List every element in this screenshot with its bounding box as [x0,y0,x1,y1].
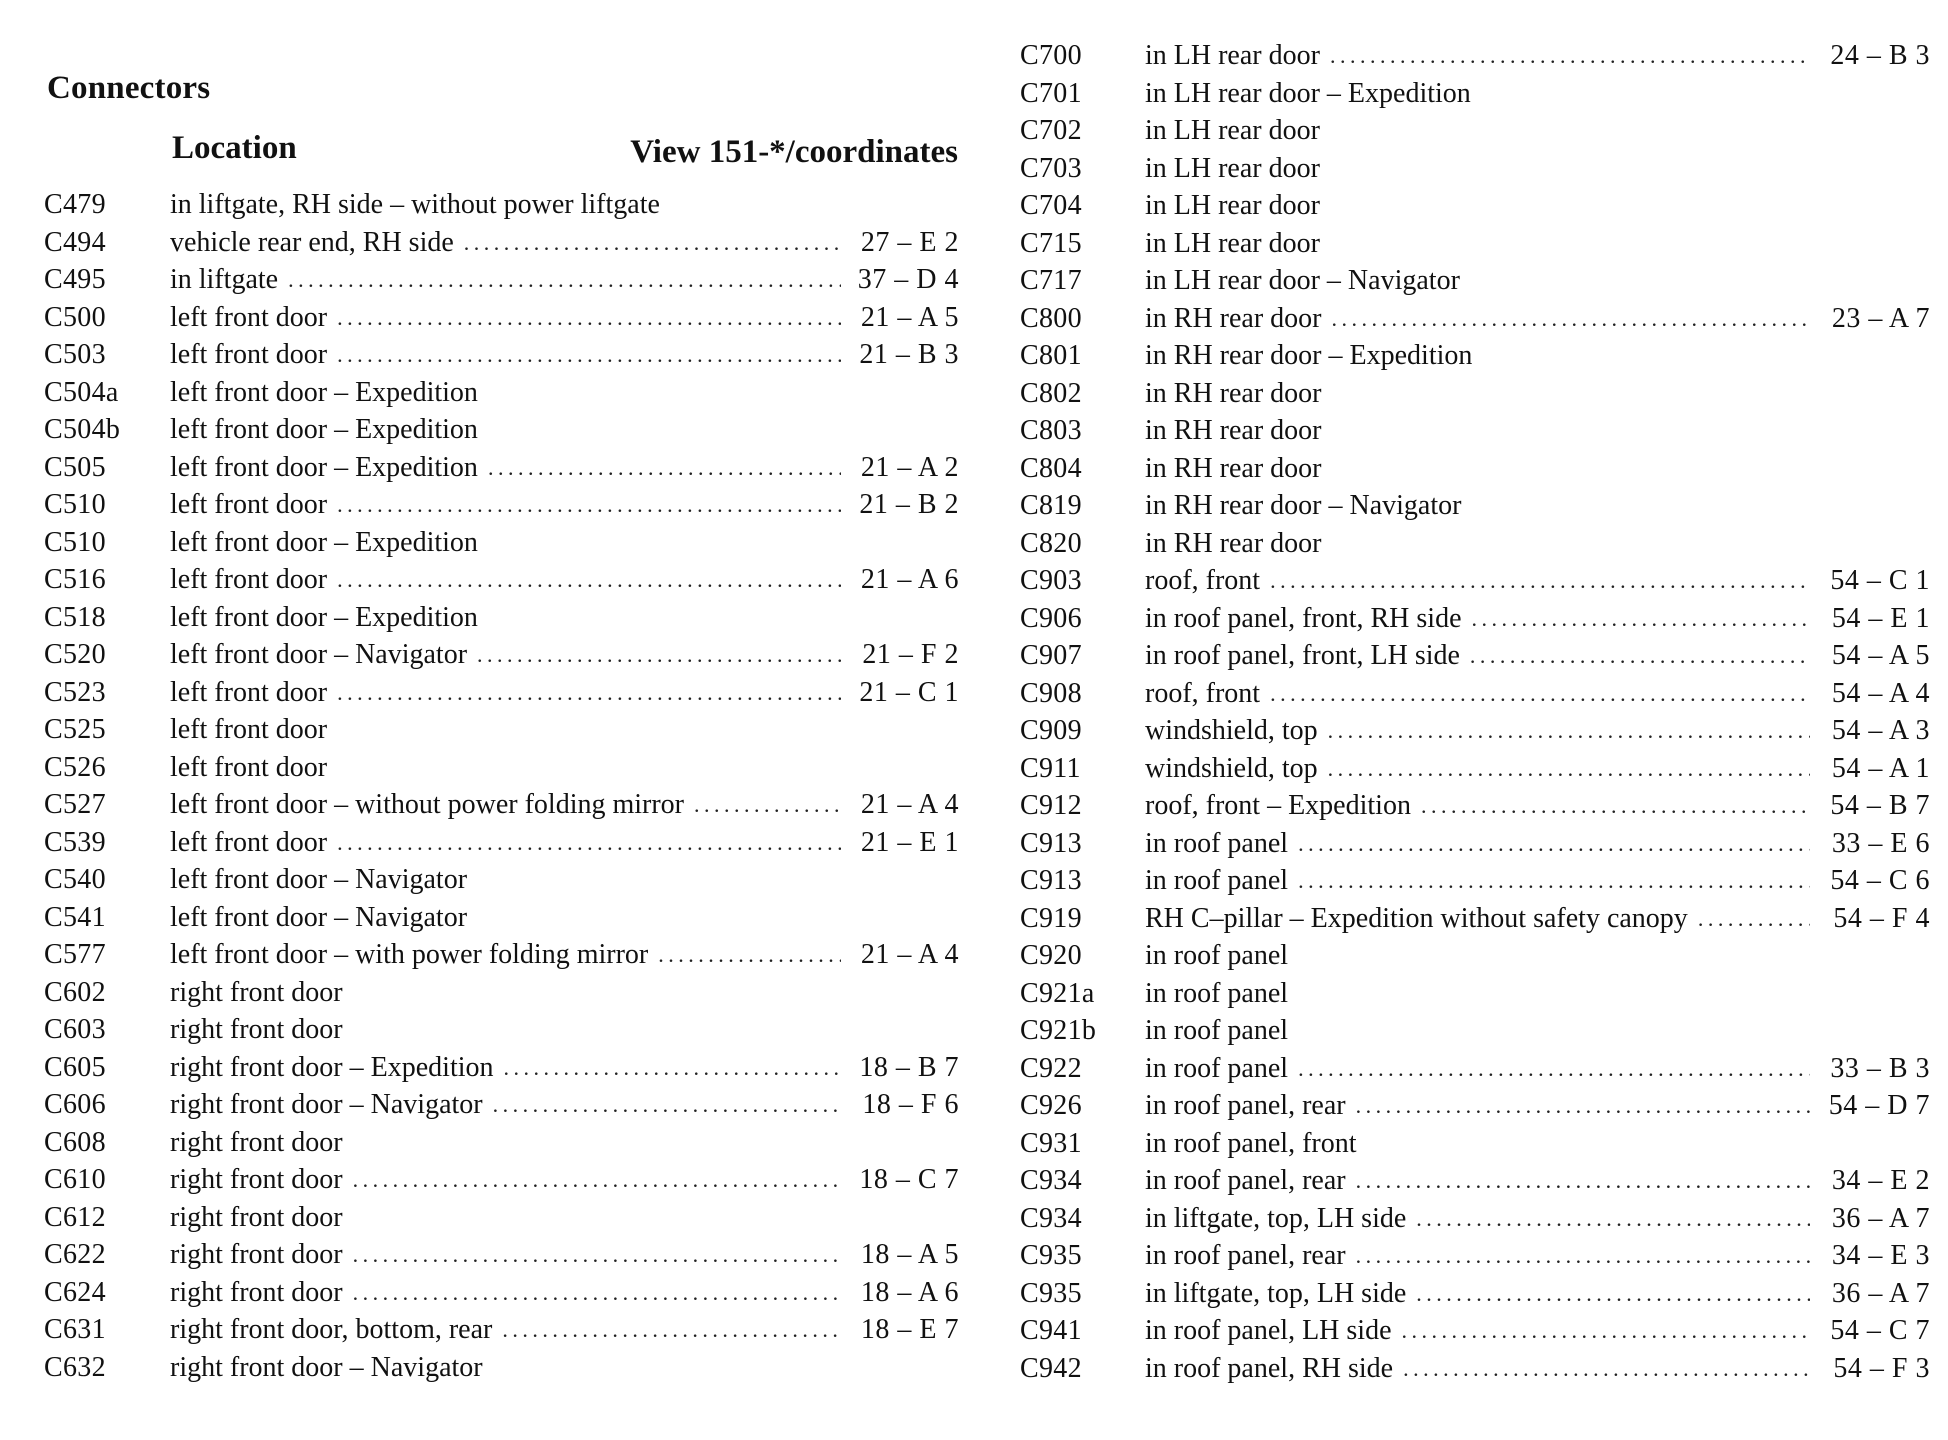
connector-location: windshield, top [1145,715,1318,746]
dot-leader [288,261,841,299]
connector-row [44,1349,959,1387]
connector-row [1020,825,1930,863]
connector-location: right front door [170,1126,343,1158]
connector-id: C935 [1020,1240,1082,1271]
connector-id: C500 [44,301,106,333]
view-coordinate: 54 – C 6 [1830,865,1930,896]
connector-row [1020,787,1930,825]
connector-location: in LH rear door [1145,190,1320,221]
connector-row [1020,75,1930,113]
connector-id: C820 [1020,527,1082,559]
connector-location: in RH rear door [1145,377,1322,409]
dot-leader [488,449,841,487]
connector-id: C913 [1020,827,1082,859]
connector-location: left front door – Navigator [170,901,468,933]
connector-id: C931 [1020,1127,1082,1159]
dot-leader [353,1274,841,1312]
connector-id: C494 [44,226,106,258]
view-coordinate: 18 – A 5 [860,1239,959,1270]
connector-location: in roof panel, front, RH side [1145,602,1462,634]
connector-id: C941 [1020,1315,1082,1346]
connector-id: C911 [1020,752,1081,784]
connector-row [1020,600,1930,638]
view-coordinate: 54 – A 3 [1831,715,1930,746]
view-coordinate: 33 – B 3 [1830,1052,1930,1084]
connector-location: in LH rear door – Navigator [1145,265,1460,296]
dot-leader [1356,1087,1810,1125]
connector-row [44,486,959,524]
connector-id: C527 [44,789,106,820]
view-coordinate: 23 – A 7 [1831,302,1930,334]
connector-id: C906 [1020,602,1082,634]
connector-location: in roof panel, LH side [1145,1315,1392,1346]
connector-id: C934 [1020,1202,1082,1234]
view-coordinate: 18 – E 7 [860,1314,959,1345]
connector-location: in liftgate, top, LH side [1145,1277,1407,1309]
connector-id: C903 [1020,565,1082,596]
connector-id: C920 [1020,940,1082,971]
view-coordinate: 34 – E 2 [1831,1165,1930,1196]
connector-row [44,749,959,787]
connector-row [44,186,959,224]
connector-location: in roof panel, rear [1145,1090,1346,1121]
dot-leader [1416,1200,1810,1238]
connector-row [44,261,959,299]
connector-location: vehicle rear end, RH side [170,226,454,258]
connector-location: left front door – Expedition [170,414,478,445]
view-coordinate: 54 – C 1 [1830,565,1930,596]
connector-row [44,824,959,862]
connector-location: in liftgate, RH side – without power liftgate [170,189,660,220]
connector-row [1020,975,1930,1013]
connector-id: C605 [44,1051,106,1083]
connector-row [1020,900,1930,938]
connector-id: C504a [44,376,119,408]
connector-location: left front door [170,826,328,858]
connector-id: C704 [1020,190,1082,221]
connector-row [1020,1350,1930,1388]
connector-row [1020,562,1930,600]
connector-id: C526 [44,751,106,783]
connector-location: in roof panel [1145,940,1289,971]
dot-leader [337,824,841,862]
connector-id: C516 [44,564,106,595]
dot-leader [694,786,841,824]
connector-location: roof, front [1145,565,1261,596]
connector-id: C520 [44,639,106,670]
connector-location: in RH rear door [1145,527,1322,559]
connector-id: C921a [1020,977,1095,1009]
right-connector-list [1020,37,1930,1387]
connector-location: left front door – Expedition [170,526,478,558]
connector-id: C935 [1020,1277,1082,1309]
view-coordinate: 36 – A 7 [1831,1202,1930,1234]
connector-row [44,1124,959,1162]
connector-row [1020,862,1930,900]
connector-id: C801 [1020,340,1082,371]
connector-row [44,974,959,1012]
view-coordinate: 21 – A 4 [860,939,959,970]
connector-id: C504b [44,414,121,445]
view-coordinate: 54 – A 5 [1831,640,1930,671]
connector-location: roof, front – Expedition [1145,790,1411,821]
connector-location: right front door – Expedition [170,1051,494,1083]
dot-leader [1356,1162,1810,1200]
connector-id: C510 [44,489,106,520]
view-coordinate: 54 – F 3 [1833,1352,1930,1384]
dot-leader [337,561,841,599]
connector-id: C922 [1020,1052,1082,1084]
connector-row [44,561,959,599]
connector-location: right front door [170,1276,343,1308]
connector-row [1020,1312,1930,1350]
connector-id: C510 [44,526,106,558]
connector-location: in RH rear door – Navigator [1145,490,1462,521]
view-coordinate: 54 – A 1 [1831,752,1930,784]
connector-row [1020,187,1930,225]
view-coordinate: 21 – A 5 [860,301,959,333]
connector-row [1020,262,1930,300]
connector-id: C907 [1020,640,1082,671]
connector-id: C518 [44,601,106,633]
connector-id: C908 [1020,677,1082,709]
connector-id: C624 [44,1276,106,1308]
connector-row [44,449,959,487]
connector-location: in roof panel [1145,1015,1289,1046]
connector-id: C632 [44,1351,106,1383]
connector-id: C913 [1020,865,1082,896]
connector-location: left front door – Expedition [170,601,478,633]
dot-leader [353,1161,841,1199]
dot-leader [1328,750,1810,788]
dot-leader [1330,37,1810,75]
connector-location: right front door – Navigator [170,1089,483,1120]
connector-id: C802 [1020,377,1082,409]
connector-row [44,1049,959,1087]
connector-id: C577 [44,939,106,970]
dot-leader [1472,600,1811,638]
connector-location: in roof panel [1145,977,1289,1009]
connector-location: right front door – Navigator [170,1351,483,1383]
connector-id: C926 [1020,1090,1082,1121]
connector-location: left front door [170,301,328,333]
view-coordinate: 21 – B 2 [859,489,959,520]
dot-leader [353,1236,841,1274]
connector-row [1020,112,1930,150]
view-coordinate: 54 – F 4 [1833,902,1930,934]
connector-id: C540 [44,864,106,895]
connector-row [1020,1275,1930,1313]
view-coordinate: 54 – C 7 [1830,1315,1930,1346]
connector-location: left front door [170,339,328,370]
connector-id: C622 [44,1239,106,1270]
connector-id: C912 [1020,790,1082,821]
connector-row [1020,1237,1930,1275]
dot-leader [1416,1275,1810,1313]
dot-leader [1298,1050,1810,1088]
dot-leader [477,636,841,674]
connector-id: C606 [44,1089,106,1120]
connector-location: in RH rear door [1145,452,1322,484]
connector-id: C715 [1020,227,1082,259]
view-coordinate: 54 – B 7 [1830,790,1930,821]
connector-id: C631 [44,1314,106,1345]
connector-location: in roof panel, front [1145,1127,1357,1159]
section-title: Connectors [47,70,211,106]
connector-location: in RH rear door [1145,302,1322,334]
connector-id: C717 [1020,265,1082,296]
connector-id: C505 [44,451,106,483]
connector-location: left front door – Expedition [170,376,478,408]
connector-location: in roof panel [1145,865,1289,896]
connector-row [1020,1050,1930,1088]
connector-row [44,711,959,749]
connector-location: in roof panel, rear [1145,1165,1346,1196]
dot-leader [1402,1312,1811,1350]
connector-location: right front door [170,1164,343,1195]
connector-location: in LH rear door – Expedition [1145,77,1471,109]
connector-id: C701 [1020,77,1082,109]
connector-location: in RH rear door – Expedition [1145,340,1473,371]
connector-location: in LH rear door [1145,227,1320,259]
connector-row [44,674,959,712]
connector-row [1020,1125,1930,1163]
connector-id: C702 [1020,115,1082,146]
connector-row [1020,487,1930,525]
location-column-header: Location [172,130,297,166]
connector-location: in liftgate [170,264,279,295]
connector-id: C803 [1020,415,1082,446]
connector-location: in roof panel [1145,827,1289,859]
connector-row [44,936,959,974]
view-coordinate: 21 – A 4 [860,789,959,820]
dot-leader [337,336,841,374]
connector-location: roof, front [1145,677,1261,709]
connector-row [1020,525,1930,563]
connector-id: C612 [44,1201,106,1233]
connector-id: C541 [44,901,106,933]
view-coordinate: 34 – E 3 [1831,1240,1930,1271]
connector-row [1020,375,1930,413]
connector-id: C602 [44,976,106,1008]
connector-row [44,1199,959,1237]
connector-id: C525 [44,714,106,745]
connector-row [1020,1162,1930,1200]
connector-location: right front door [170,976,343,1008]
connector-location: left front door – with power folding mirror [170,939,649,970]
connector-row [44,1236,959,1274]
connector-row [1020,750,1930,788]
dot-leader [1298,825,1810,863]
view-coordinate: 18 – B 7 [859,1051,959,1083]
connector-row [1020,637,1930,675]
dot-leader [1328,712,1810,750]
connector-row [1020,1200,1930,1238]
connector-location: right front door [170,1014,343,1045]
view-coordinate: 36 – A 7 [1831,1277,1930,1309]
dot-leader [464,224,841,262]
connector-id: C503 [44,339,106,370]
connector-row [44,861,959,899]
connector-id: C703 [1020,152,1082,184]
connector-id: C800 [1020,302,1082,334]
connector-row [44,1274,959,1312]
connector-row [1020,1012,1930,1050]
connector-location: in roof panel [1145,1052,1289,1084]
view-coordinate: 54 – A 4 [1831,677,1930,709]
view-coordinate: 37 – D 4 [857,264,959,295]
view-coordinate: 18 – A 6 [860,1276,959,1308]
connector-row [44,636,959,674]
dot-leader [502,1311,841,1349]
dot-leader [337,299,841,337]
connector-row [44,1161,959,1199]
connector-row [1020,150,1930,188]
connector-id: C934 [1020,1165,1082,1196]
view-coordinate: 21 – E 1 [860,826,959,858]
connector-id: C603 [44,1014,106,1045]
view-coordinate: 54 – D 7 [1828,1090,1930,1121]
connector-id: C942 [1020,1352,1082,1384]
connector-location: RH C–pillar – Expedition without safety canopy [1145,902,1688,934]
dot-leader [1298,862,1810,900]
dot-leader [1270,562,1810,600]
dot-leader [337,674,841,712]
connector-id: C819 [1020,490,1082,521]
view-coordinate: 21 – B 3 [859,339,959,370]
connector-location: left front door [170,751,328,783]
dot-leader [1270,675,1810,713]
dot-leader [1356,1237,1810,1275]
connector-row [44,524,959,562]
connector-location: in LH rear door [1145,115,1320,146]
dot-leader [1403,1350,1810,1388]
connector-id: C700 [1020,40,1082,71]
view-coordinate: 21 – A 2 [860,451,959,483]
connector-location: left front door – without power folding mirror [170,789,685,820]
connector-row [44,1311,959,1349]
connector-location: in RH rear door [1145,415,1322,446]
connector-row [1020,937,1930,975]
dot-leader [658,936,841,974]
connector-row [44,899,959,937]
connector-row [44,336,959,374]
connector-row [1020,675,1930,713]
view-coordinate: 18 – F 6 [862,1089,959,1120]
connector-row [44,599,959,637]
connector-row [44,1086,959,1124]
view-coordinate: 21 – A 6 [860,564,959,595]
connector-location: left front door – Navigator [170,864,468,895]
connector-location: in roof panel, front, LH side [1145,640,1460,671]
connector-id: C610 [44,1164,106,1195]
dot-leader [337,486,841,524]
connector-location: in roof panel, rear [1145,1240,1346,1271]
connector-row [44,374,959,412]
connector-id: C909 [1020,715,1082,746]
left-connector-list [44,186,959,1386]
connector-location: right front door, bottom, rear [170,1314,493,1345]
connector-id: C479 [44,189,106,220]
connector-id: C539 [44,826,106,858]
connector-location: right front door [170,1239,343,1270]
connector-id: C608 [44,1126,106,1158]
connector-location: in roof panel, RH side [1145,1352,1394,1384]
connector-row [1020,1087,1930,1125]
view-coordinate: 21 – F 2 [862,639,959,670]
connector-row [44,299,959,337]
view-coordinates-column-header: View 151-*/coordinates [630,134,958,170]
connector-id: C919 [1020,902,1082,934]
connector-location: right front door [170,1201,343,1233]
view-coordinate: 21 – C 1 [859,676,959,708]
connector-location: left front door [170,564,328,595]
connector-row [44,786,959,824]
connector-location: left front door [170,489,328,520]
connector-location: in liftgate, top, LH side [1145,1202,1407,1234]
connector-row [44,1011,959,1049]
dot-leader [1470,637,1810,675]
dot-leader [1421,787,1810,825]
dot-leader [1332,300,1810,338]
connector-id: C495 [44,264,106,295]
connector-location: in LH rear door [1145,152,1320,184]
connector-location: windshield, top [1145,752,1318,784]
connector-row [44,224,959,262]
connector-location: left front door [170,714,328,745]
connector-row [1020,712,1930,750]
connector-id: C921b [1020,1015,1097,1046]
connector-row [1020,37,1930,75]
dot-leader [1698,900,1810,938]
connector-row [1020,337,1930,375]
view-coordinate: 54 – E 1 [1831,602,1930,634]
connector-id: C523 [44,676,106,708]
connector-row [1020,450,1930,488]
connector-row [1020,412,1930,450]
view-coordinate: 33 – E 6 [1831,827,1930,859]
connector-location: in LH rear door [1145,40,1320,71]
view-coordinate: 27 – E 2 [860,226,959,258]
connector-row [1020,225,1930,263]
connector-id: C804 [1020,452,1082,484]
connector-location: left front door – Navigator [170,639,468,670]
dot-leader [493,1086,841,1124]
view-coordinate: 24 – B 3 [1830,40,1930,71]
view-coordinate: 18 – C 7 [859,1164,959,1195]
connector-row [1020,300,1930,338]
connector-row [44,411,959,449]
connector-location: left front door [170,676,328,708]
dot-leader [504,1049,841,1087]
connector-location: left front door – Expedition [170,451,478,483]
